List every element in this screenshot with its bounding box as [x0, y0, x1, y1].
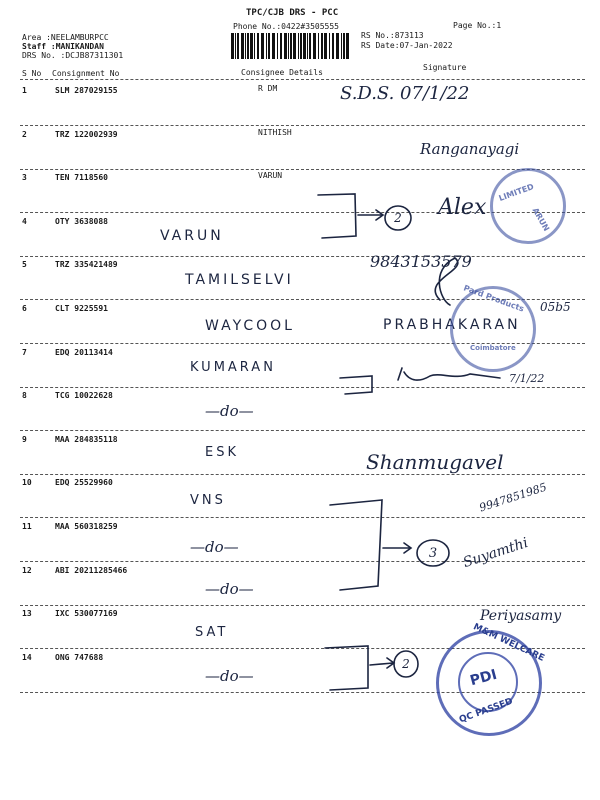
phone-number: Phone No.:0422#3505555: [233, 22, 339, 31]
col-sno-header: S No: [22, 69, 42, 78]
row-consignment-number: TRZ 122002939: [55, 129, 118, 139]
scribble-row5-icon: [435, 258, 458, 305]
row-12-signature: Suyamthi: [461, 534, 531, 572]
row-consignment-number: OTY 3638088: [55, 216, 108, 226]
row-9-signature: Shanmugavel: [366, 450, 504, 474]
row-sno: 11: [22, 522, 32, 531]
row-consignment-number: EDQ 25529960: [55, 478, 113, 488]
row-consignee-details: VARUN: [258, 171, 283, 181]
row-sno: 5: [22, 260, 27, 270]
company-stamp-1: [490, 168, 566, 244]
row-consignment-number: EDQ 20113414: [55, 347, 113, 357]
bracket-a-icon: [318, 194, 356, 238]
row-7-handwritten-name: KUMARAN: [190, 360, 276, 375]
qc-stamp-bottom-text: QC PASSED: [457, 696, 515, 726]
document-title: TPC/CJB DRS - PCC: [246, 8, 339, 18]
row-8-handwritten-name: —do—: [205, 402, 254, 420]
rs-date: RS Date:07-Jan-2022: [361, 41, 453, 50]
staff-label: Staff :MANIKANDAN: [22, 42, 104, 51]
row-4-handwritten-name: VARUN: [160, 228, 224, 244]
row-sno: 12: [22, 565, 32, 575]
row-2-signature: Ranganayagi: [420, 140, 520, 158]
row-consignment-number: ONG 747688: [55, 652, 104, 662]
bracket-b1-icon: [340, 376, 372, 394]
row-consignee-details: NITHISH: [258, 127, 292, 137]
circle-c-count: 2: [402, 657, 410, 671]
extra-digits: 05b5: [540, 300, 571, 314]
page-number: Page No.:1: [453, 21, 502, 30]
row-consignment-number: SLM 287029155: [55, 86, 118, 95]
qc-stamp-center-text: PDI: [468, 666, 499, 690]
row-11-handwritten-name: —do—: [190, 538, 239, 556]
row-sno: 3: [22, 173, 27, 183]
bracket-c-icon: [325, 646, 368, 690]
row-14-handwritten-name: —do—: [205, 667, 254, 685]
row-sno: 13: [22, 609, 32, 619]
row-consignee-details: R DM: [258, 84, 278, 93]
circle-b-count: 3: [428, 546, 438, 561]
row-sno: 9: [22, 434, 27, 444]
row-consignment-number: ABI 20211285466: [55, 565, 128, 575]
stamp1-bottom-text: ARUN: [530, 206, 552, 233]
row-5-handwritten-name: TAMILSELVI: [185, 272, 294, 288]
row-consignment-number: TCG 10022628: [55, 391, 113, 401]
row-sno: 4: [22, 216, 27, 226]
row-13-handwritten-name: SAT: [195, 625, 229, 640]
row-consignment-number: MAA 284835118: [55, 434, 118, 444]
row-10-handwritten-name: VNS: [190, 493, 226, 508]
row-6-handwritten-name: WAYCOOL: [205, 318, 295, 334]
stamp1-top-text: LIMITED: [497, 182, 536, 203]
drs-number: DRS No. :DCJB87311301: [22, 51, 124, 60]
rs-number: RS No.:873113: [361, 31, 424, 40]
row-sno: 2: [22, 129, 27, 139]
row-sno: 14: [22, 652, 32, 662]
row-sno: 1: [22, 86, 27, 95]
col-consignee-header: Consignee Details: [241, 68, 323, 77]
row-consignment-number: IXC 530077169: [55, 609, 118, 619]
row-12-handwritten-name: —do—: [205, 580, 254, 598]
stamp2-top-text: Pard Products: [462, 283, 526, 314]
row-sno: 7: [22, 347, 27, 357]
row-4-signature: Alex: [438, 195, 487, 220]
bracket-b-icon: [330, 500, 382, 590]
row-sno: 8: [22, 391, 27, 401]
col-consignment-header: Consignment No: [52, 69, 120, 78]
row-consignment-number: CLT 9225591: [55, 304, 108, 313]
row-10-signature: 9947851985: [477, 480, 549, 515]
circle-a-count: 2: [394, 211, 402, 225]
row-consignment-number: TRZ 335421489: [55, 260, 118, 270]
row-1-signature: S.D.S. 07/1/22: [340, 83, 470, 104]
row-sno: 10: [22, 478, 32, 488]
stamp2-bottom-text: Coimbatore: [470, 344, 516, 352]
row-7-signature-date: 7/1/22: [509, 372, 545, 385]
row-6-signature: PRABHAKARAN: [383, 317, 521, 333]
col-signature-header: Signature: [423, 63, 467, 72]
row-consignment-number: MAA 560318259: [55, 522, 118, 531]
arrow-c-icon: [370, 658, 394, 668]
row-9-handwritten-name: ESK: [205, 445, 239, 460]
arrow-b-icon: [383, 543, 411, 553]
row-13-signature: Periyasamy: [480, 608, 562, 624]
area-label: Area :NEELAMBURPCC: [22, 33, 109, 42]
row-consignment-number: TEN 7118560: [55, 173, 108, 183]
qc-stamp-top-text: M&M WELCARE: [471, 622, 546, 664]
row-sno: 6: [22, 304, 27, 313]
arrow-a-icon: [358, 210, 383, 220]
row-5-signature: 9843153579: [370, 252, 472, 271]
